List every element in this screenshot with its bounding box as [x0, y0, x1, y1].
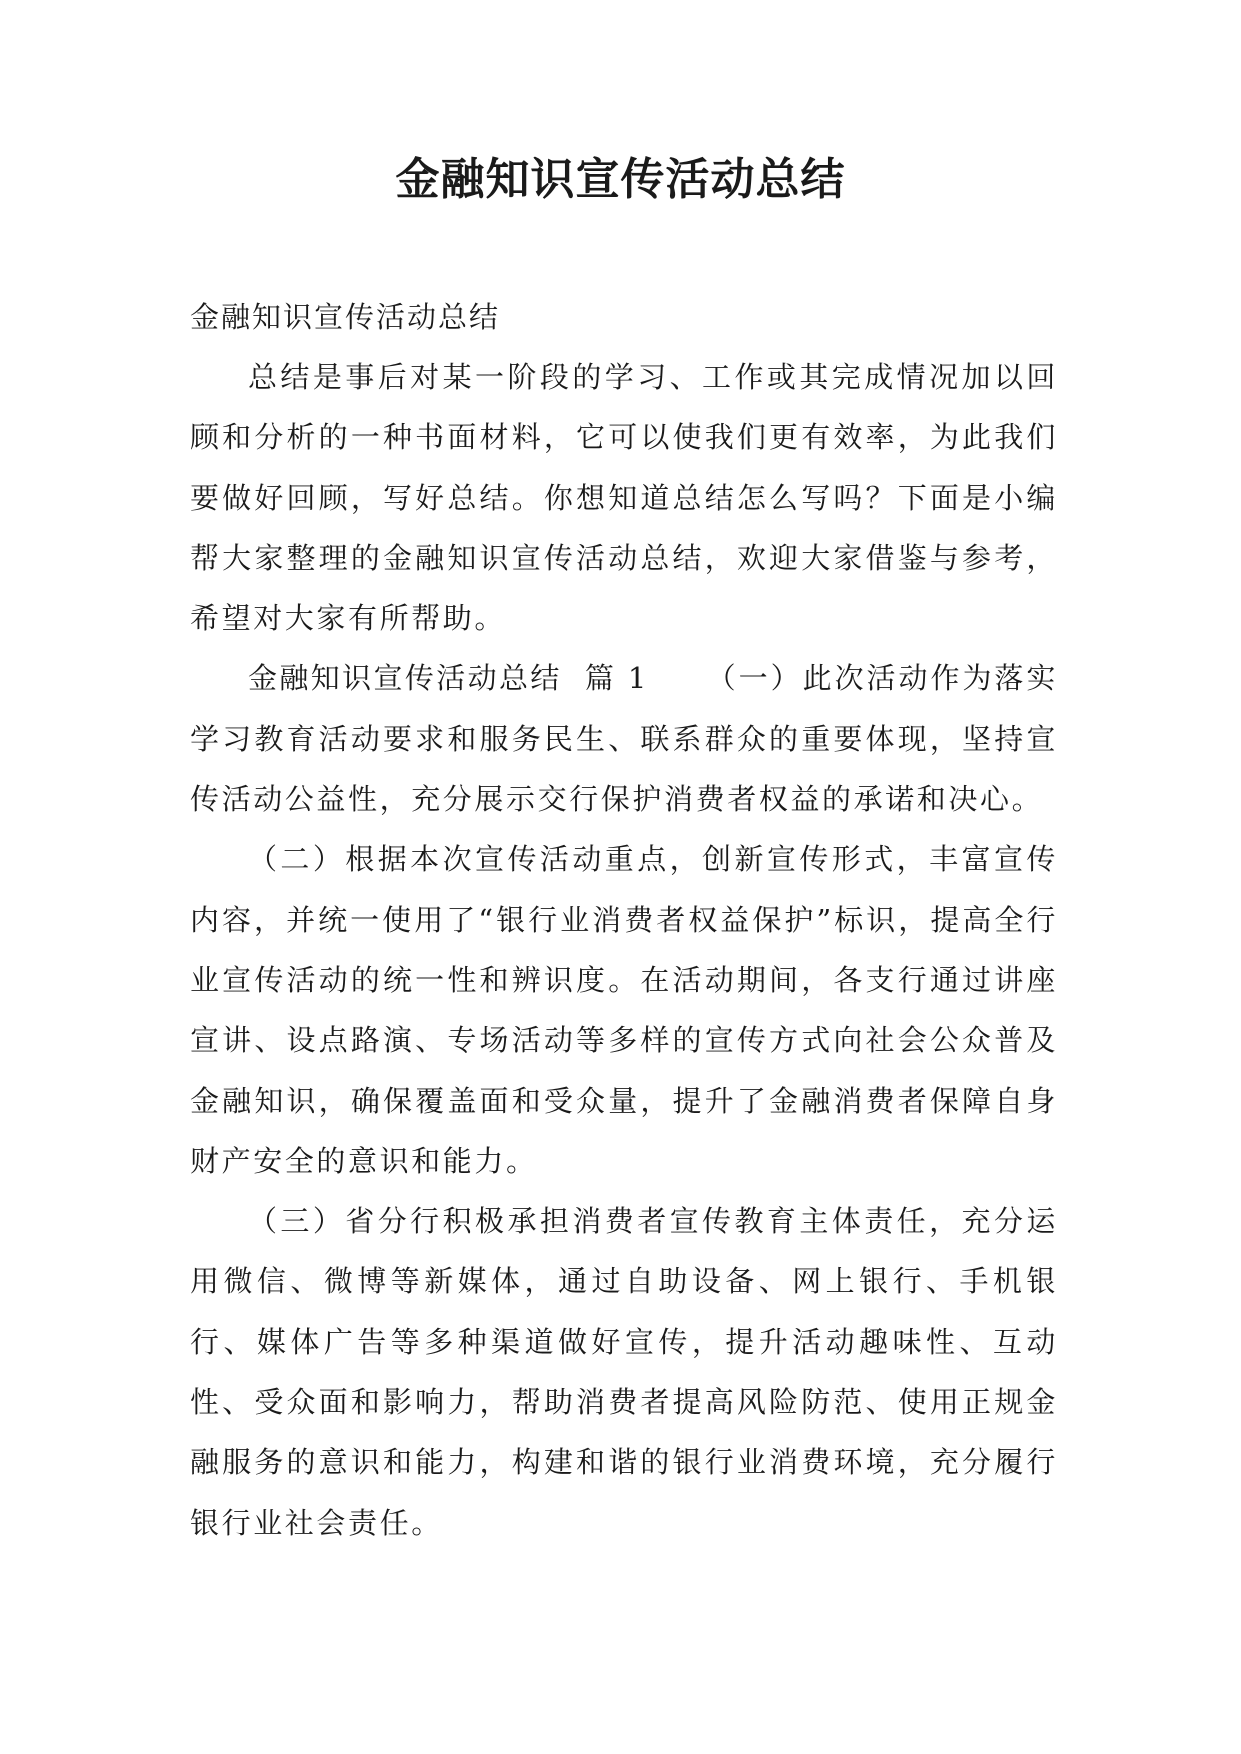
item-1-text: （一）此次活动作为落实学习教育活动要求和服务民生、联系群众的重要体现，坚持宣传活动公益性，充分展示交行保护消费者权益的承诺和决心。 [190, 661, 1058, 817]
section-heading: 金融知识宣传活动总结 篇 1 [248, 661, 649, 696]
document-body [190, 287, 1058, 1553]
document-subtitle: 金融知识宣传活动总结 [190, 300, 501, 334]
item-2-paragraph: （二）根据本次宣传活动重点，创新宣传形式，丰富宣传内容，并统一使用了“银行业消费者权益保护”标识，提高全行业宣传活动的统一性和辨识度。在活动期间，各支行通过讲座宣讲、设点路演、专场活动等多样的宣传方式向社会公众普及金融知识，确保覆盖面和受众量，提升了金融消费者保障自身财产安全的意识和能力。 [190, 842, 1058, 1178]
document-title: 金融知识宣传活动总结 [395, 154, 846, 205]
intro-paragraph: 总结是事后对某一阶段的学习、工作或其完成情况加以回顾和分析的一种书面材料，它可以使我们更有效率，为此我们要做好回顾，写好总结。你想知道总结怎么写吗？下面是小编帮大家整理的金融知识宣传活动总结，欢迎大家借鉴与参考，希望对大家有所帮助。 [190, 360, 1058, 636]
item-3-paragraph: （三）省分行积极承担消费者宣传教育主体责任，充分运用微信、微博等新媒体，通过自助设备、网上银行、手机银行、媒体广告等多种渠道做好宣传，提升活动趣味性、互动性、受众面和影响力，帮助消费者提高风险防范、使用正规金融服务的意识和能力，构建和谐的银行业消费环境，充分履行银行业社会责任。 [190, 1204, 1058, 1540]
section-paragraph [190, 648, 1058, 829]
